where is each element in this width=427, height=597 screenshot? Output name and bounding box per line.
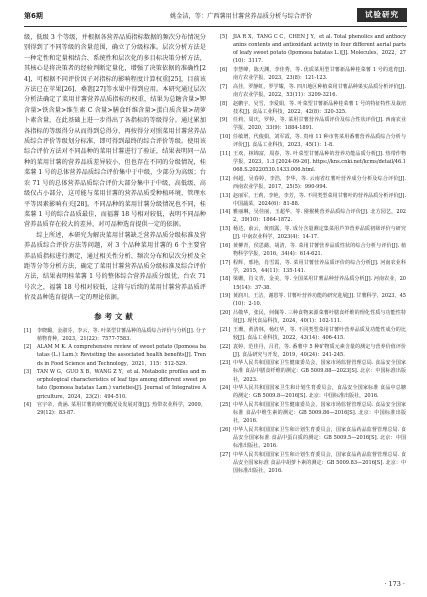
reference-item [220, 33, 406, 65]
right-column [220, 33, 406, 476]
reference-item [220, 401, 406, 425]
reference-text: 李晓璐，金淑芬，李云，等. 叶菜型甘薯品种的品质综合评价与分析[J]. 分子植物育种，2023，21(22)：7577-7583. [37, 327, 206, 342]
reference-number: [22] [220, 343, 231, 350]
body-paragraph: 级，低级 3 个等级，并根据各营养品质指标数据的频次分布情况分别得到了不同等级的含量范围，确立了分级标准。层次分析方法是一种定性和定量相结合、系统性和层次化的多目标决策分析方法，其核心是将决策者的经验判断定量化，增强了决策依据的准确性[24]，可根据不同评价因子对指标的影响程度计算权重[25]，目前该方法已在苹果[26]、桑葚[27]等水果中得到应用。本研究通过层次分析法确定了菜用甘薯营养品质指标的权重，结果为总糖含量>钾含量>铁含量>维生素 C 含量>膳食纤维含量>蛋白质含量>胡萝卜素含量，在此基础上进一步得出了各指标的等级得分。通过累加各指标的等级得分从而得到总得分，再按得分对照菜用甘薯营养品质综合评价等级划分标准，即可得到最终的综合评价等级。使用该综合评价方法对不同品种的菜用甘薯进行了验证，结果表明同一品种的菜用甘薯的营养品质差异较小，但也存在不同的分级情况，桂菜薯 1 号的总体营养品质综合评价集中于中级，少部分为高级；台农 71 号的总体营养品质综合评价大部分集中于中级，高低级、高级仅占小部分，这可能与菜用甘薯的营养品质受种植环境、管理水平等因素影响有关[28]。不同品种的菜用甘薯分级情况也不同，桂菜薯 1 号的综合品质最佳，而福薯 18 号相对较低，表明不同品种营养品质存在较大的差异，对可品种选育提供一定的依据。 [24, 34, 206, 229]
reference-number: [26] [220, 426, 231, 433]
reference-text: 黄柳青，侯思懿，胡清，等. 菜用甘薯营养品质性状的综合分析与评价[J]. 植物科学学报，2016，34(4)：614-621. [233, 242, 406, 257]
reference-number: [8] [220, 100, 228, 107]
references-heading: 参考文献 [94, 311, 136, 321]
reference-text: ALAM M K. A comprehensive review of sweet potato (Ipomoea batatas (L.) Lam.): Revisiting the associated health benefits[J]. Trends in Food Science and Technology，2021，115：512-529. [37, 344, 206, 367]
reference-number: [17] [220, 259, 231, 266]
reference-number: [9] [220, 117, 228, 124]
reference-number: [20] [220, 310, 231, 316]
reference-text: 中华人民共和国国家卫生健康委员会，国家市场监督管理总局. 食品安全国家标准 食品中膳食纤维的测定：GB 5009.88—2023[S]. 北京：中国标准出版社，2023. [233, 360, 406, 383]
reference-item [220, 66, 406, 82]
body-paragraph: 综上所述，本研究为解决菜用甘薯缺乏营养品质分级标准及营养品质综合评价方法等问题，对 3 个品种菜用甘薯的 6 个主要营养品质指标进行测定，通过相关性分析、频次分布和层次分析及全距等分等分析方法，确定了菜用甘薯营养品质分级标准及综合评价方法，结果表明桂菜薯 1 号的整体综合营养品质分级优，台农 71 号次之，福薯 18 号相对较低，这将与后续的菜用甘薯营养品质评价及品种选育提供一定的理论依据。 [24, 231, 206, 302]
reference-number: [19] [220, 293, 231, 300]
reference-number: [13] [220, 192, 231, 199]
reference-number: [24] [220, 385, 231, 392]
reference-item [220, 309, 406, 325]
reference-number: [7] [220, 83, 228, 90]
reference-list-right [220, 33, 406, 475]
reference-item [220, 359, 406, 383]
reference-number: [6] [220, 66, 228, 73]
section-badge: 试验研究 [357, 8, 407, 22]
reference-item [220, 384, 406, 400]
reference-text: 中华人民共和国国家卫生健康委员会，国家市场监督管理总局. 食品安全国家标准 食品中维生素的测定：GB 5009.86—2016[S]. 北京：中国标准出版社，2016. [233, 402, 406, 425]
reference-text: JIA R X，TANG C C，CHEN J Y，et al. Total phenolics and anthocyanins contents and antioxidant activity in four different aerial parts of leafy sweet potato (Ipomoea batatas L.)[J]. Molecules，2022，27(10)：3117. [233, 34, 406, 65]
reference-text: 何超，吴春婷，李浩，李华，等. 云南省红薯叶营养成分分析及综合评价[J]. 西南农业学报，2017，25(5)：990-994. [233, 175, 406, 190]
page-number: · 173 · [384, 580, 405, 588]
reference-text: 吕敬华，张民，何佩等. 三种食物来源菜薯叶膳食纤维的理化性质与功能性特征[J]. 现代食品科技，2024，40(1)：102-111. [233, 310, 406, 325]
reference-item [24, 368, 206, 400]
reference-number: [21] [220, 326, 231, 333]
reference-text: 高佳，罗静虹，罗学耀，等. 四川地区种植菜用甘薯品种果实品质分析评价[J]. 南方农业学报，2022，53(11)：3209-3216. [233, 83, 406, 98]
reference-text: 袁婷，范佳丹，吕君，等. 番薯中 5 种矿物质元素含量的测定与营养价值评价[J]. 食品研究与开发，2019，40(24)：241-245. [233, 343, 406, 358]
reference-item [220, 326, 406, 342]
reference-text: 赵鹏宇，吴雪，李爱娟，等. 叶菜型甘薯新品种桂菜薯 1 号的特征特性及栽培技术[J]. 食品工业科技，2022，42(8)：320-325. [233, 100, 406, 115]
reference-item [220, 83, 406, 99]
reference-number: [10] [220, 134, 231, 141]
reference-text: TAN W G，GUO X B，WANG Z Y，et al. Metabolic profiles and morphological characteristics of leaf tips among different sweet potato (Ipomoea batatas Lam.) varieties[J]. Journal of Integrative Agriculture，2024，23(2)：494-510. [37, 369, 206, 400]
reference-text: 雅丽琳，吴佳丽，玉超华，等. 猕猴桃营养品质综合评价[J]. 北方园艺，2022，39(10)：1864-1872. [233, 209, 406, 224]
reference-number: [11] [220, 150, 231, 157]
reference-number: [1] [24, 327, 32, 334]
reference-text: 官宇帝，黄涵. 菜用甘薯的研究概况及发展对策[J]. 热带农业科学，2009，29(12)：83-87. [37, 402, 206, 417]
reference-item [220, 343, 406, 359]
reference-text: 程辉，邢艳，肖雪霞，等. 菜用甘薯营养品质评价的综合分析[J]. 河南农业科学，2015，44(11)：135-141. [233, 259, 406, 274]
reference-item [220, 133, 406, 149]
reference-number: [3] [24, 369, 32, 376]
reference-item [24, 401, 206, 417]
reference-number: [23] [220, 360, 231, 367]
reference-item [220, 175, 406, 191]
issue-number: 第6期 [24, 12, 43, 20]
reference-text: 梁姗，肖文青，金美，等. 全国菜用甘薯品种营养品质分析[J]. 河南农业，2015(14)：37-38. [233, 276, 406, 291]
reference-number: [12] [220, 175, 231, 182]
reference-text: 任敏增，代俊娟，刘军霞，等. 贵州 11 种市售菜用番薯营养品质综合分析与评价[J]. 食品工业科技，2023，45(1)：1-8. [233, 134, 406, 149]
reference-item [24, 327, 206, 343]
reference-number: [25] [220, 402, 231, 408]
reference-text: 中华人民共和国国家卫生和计划生育委员会，食品安全国家标准 食品中总糖的测定：GB 5009.8—2016[S]. 北京：中国标准出版社，2016. [233, 385, 406, 400]
reference-item [220, 292, 406, 308]
reference-item [220, 451, 406, 475]
reference-number: [15] [220, 226, 231, 233]
reference-item [220, 275, 406, 291]
reference-item [220, 259, 406, 275]
reference-text: 王欢，林锦富，周春，等. 叶菜型甘薯品种的营养功能品质分析[J]. 热带作物学报，2023，1.3 [2024-09-26]. https://kns.cnki.net/kcms/detail/46.1068.S.20220530.1433.006.html. [233, 150, 406, 174]
left-column [24, 33, 206, 418]
reference-text: 中华人民共和国国家卫生和计划生育委员会，国家食品药品监督管理总局. 食品安全国家标准 食品中胡萝卜素的测定：GB 5009.83—2016[S]. 北京：中国标准出版社，2016. [233, 451, 406, 474]
reference-item [220, 242, 406, 258]
reference-item [220, 208, 406, 224]
reference-number: [14] [220, 209, 231, 216]
reference-item [220, 426, 406, 450]
reference-text: 李慧峰，陈天渊，李佳秀，等. 优质菜用型甘薯新品种桂菜薯 1 号的选育[J]. 南方农业学报，2023，23(8)：121-123. [233, 66, 406, 82]
reference-item [220, 100, 406, 116]
reference-text: 中华人民共和国国家卫生和计划生育委员会，国家食品药品监督管理总局. 食品安全国家标准 食品中蛋白质的测定：GB 5009.5—2016[S]. 北京：中国标准出版社，2016. [233, 426, 406, 450]
reference-item [220, 192, 406, 208]
reference-text: 任莉，周庆，罗婷，等. 菜用甘薯营养品质评价及综合性状评价[J]. 西南农业学报，2020，33(9)：1884-1891. [233, 117, 406, 132]
reference-text: 王珊，黄清林，杨红华，等. 不同类型菜用甘薯叶营养品质及功能性成分的比较[J]. 食品工业科技，2022，43(14)：406-415. [233, 326, 406, 341]
running-title: 姚金洁，等：广西薯用甘薯营养品质分析与综合评价 [170, 13, 313, 20]
reference-number: [5] [220, 34, 228, 40]
reference-item [220, 150, 406, 174]
reference-number: [16] [220, 242, 231, 249]
reference-text: 赵丽军，王莉，李艳，李芳，等. 不同类型菜用甘薯叶的营养品质分析评价[J]. 中国蔬菜，2024(6)：81-88. [233, 192, 406, 207]
reference-number: [27] [220, 451, 231, 458]
reference-item [220, 116, 406, 132]
reference-text: 杨达，俞云，黄雨露，等. 成分含量测定集菜用芦笋营养品质初筛评价与研究[J]. 中南农业科学，2023(4)：14-17. [233, 226, 406, 241]
reference-item [24, 343, 206, 367]
reference-list-left [24, 327, 206, 418]
reference-number: [2] [24, 344, 32, 351]
reference-text: 黄润川，王洁，谢恩等. 甘薯叶营养功能的研究进展[J]. 甘薯科学，2023，45(10)：2-10. [233, 293, 406, 308]
running-header [24, 8, 407, 27]
reference-item [220, 225, 406, 241]
reference-number: [4] [24, 402, 32, 409]
reference-number: [18] [220, 276, 231, 283]
